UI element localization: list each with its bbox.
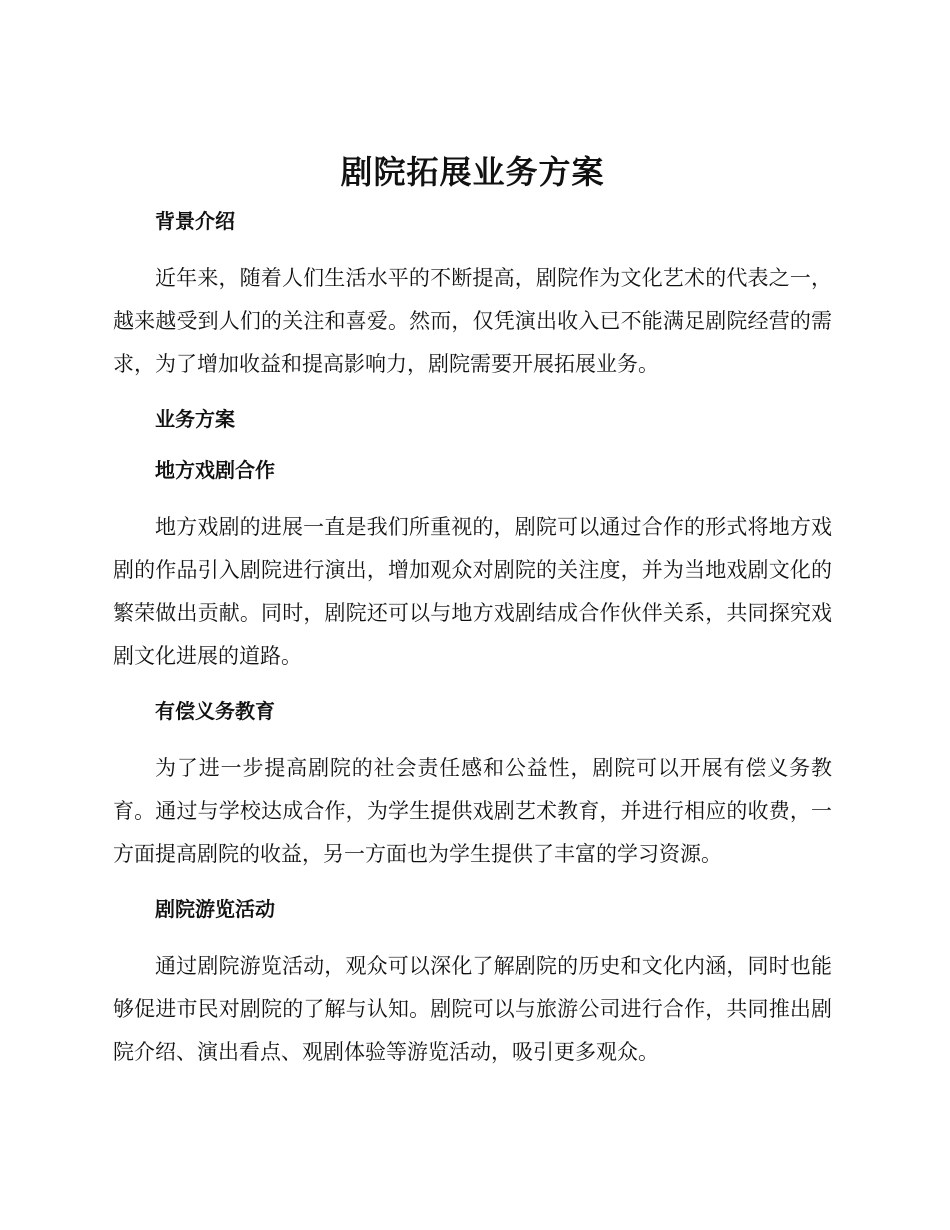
section-paragraph-paid-education: 为了进一步提高剧院的社会责任感和公益性，剧院可以开展有偿义务教育。通过与学校达成合作，为学生提供戏剧艺术教育，并进行相应的收费，一方面提高剧院的收益，另一方面也为学生提供了丰富的学习资源。	[113, 756, 832, 866]
section-heading-local-drama: 地方戏剧合作	[155, 458, 275, 482]
section-paragraph-theater-tour: 通过剧院游览活动，观众可以深化了解剧院的历史和文化内涵，同时也能够促进市民对剧院的了解与认知。剧院可以与旅游公司进行合作，共同推出剧院介绍、演出看点、观剧体验等游览活动，吸引更多观众。	[113, 954, 832, 1064]
document-title: 剧院拓展业务方案	[340, 153, 605, 191]
section-heading-theater-tour: 剧院游览活动	[155, 897, 275, 921]
section-heading-business-plan: 业务方案	[155, 407, 235, 431]
section-paragraph-local-drama: 地方戏剧的进展一直是我们所重视的，剧院可以通过合作的形式将地方戏剧的作品引入剧院进行演出，增加观众对剧院的关注度，并为当地戏剧文化的繁荣做出贡献。同时，剧院还可以与地方戏剧结成合作伙伴关系，共同探究戏剧文化进展的道路。	[113, 515, 832, 668]
section-heading-background: 背景介绍	[155, 209, 235, 233]
section-heading-paid-education: 有偿义务教育	[155, 699, 275, 723]
section-paragraph-background: 近年来，随着人们生活水平的不断提高，剧院作为文化艺术的代表之一，越来越受到人们的关注和喜爱。然而，仅凭演出收入已不能满足剧院经营的需求，为了增加收益和提高影响力，剧院需要开展拓展业务。	[113, 266, 832, 376]
